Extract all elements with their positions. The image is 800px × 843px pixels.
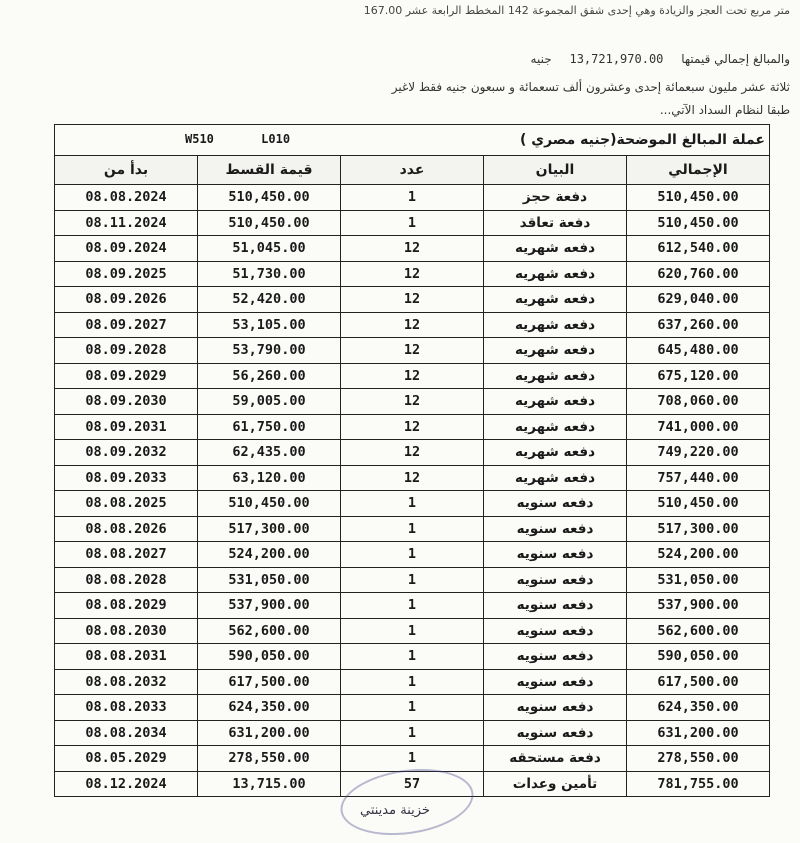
cell-count: 1	[341, 669, 484, 695]
cell-start: 08.08.2033	[55, 695, 198, 721]
stamp-text: خزينة مدينتي	[360, 803, 430, 818]
cell-start: 08.09.2032	[55, 440, 198, 466]
cell-description: دفعه شهريه	[484, 338, 627, 364]
cell-count: 1	[341, 491, 484, 517]
table-row	[55, 261, 770, 287]
cell-total: 637,260.00	[627, 312, 770, 338]
cell-amount: 61,750.00	[198, 414, 341, 440]
cell-description: دفعة مستحقه	[484, 746, 627, 772]
cell-start: 08.08.2032	[55, 669, 198, 695]
cell-start: 08.08.2031	[55, 644, 198, 670]
cell-count: 12	[341, 287, 484, 313]
cell-description: دفعه سنويه	[484, 618, 627, 644]
table-row	[55, 465, 770, 491]
cell-description: دفعه شهريه	[484, 312, 627, 338]
cell-amount: 51,730.00	[198, 261, 341, 287]
table-row	[55, 491, 770, 517]
cell-description: دفعه شهريه	[484, 363, 627, 389]
table-row	[55, 185, 770, 211]
cell-start: 08.08.2024	[55, 185, 198, 211]
table-row	[55, 389, 770, 415]
cell-total: 612,540.00	[627, 236, 770, 262]
cell-amount: 56,260.00	[198, 363, 341, 389]
currency-text: عملة المبالغ الموضحة(جنيه مصري )	[519, 132, 765, 148]
cell-count: 57	[341, 771, 484, 797]
cell-count: 12	[341, 312, 484, 338]
header-amount-words: ثلاثة عشر مليون سبعمائة إحدى وعشرون ألف تسعمائة و سبعون جنيه فقط لاغير	[391, 80, 790, 94]
col-count-header: عدد	[341, 156, 484, 185]
cell-amount: 51,045.00	[198, 236, 341, 262]
cell-start: 08.09.2031	[55, 414, 198, 440]
cell-amount: 617,500.00	[198, 669, 341, 695]
cell-total: 524,200.00	[627, 542, 770, 568]
col-total-header: الإجمالي	[627, 156, 770, 185]
cell-total: 517,300.00	[627, 516, 770, 542]
table-row	[55, 618, 770, 644]
cell-description: دفعه شهريه	[484, 465, 627, 491]
cell-count: 1	[341, 185, 484, 211]
cell-description: دفعه سنويه	[484, 669, 627, 695]
table-row	[55, 236, 770, 262]
cell-description: دفعه سنويه	[484, 491, 627, 517]
cell-description: دفعه سنويه	[484, 720, 627, 746]
header-total-line	[531, 52, 790, 66]
cell-amount: 590,050.00	[198, 644, 341, 670]
cell-start: 08.08.2034	[55, 720, 198, 746]
cell-total: 590,050.00	[627, 644, 770, 670]
cell-amount: 517,300.00	[198, 516, 341, 542]
table-row	[55, 746, 770, 772]
cell-start: 08.11.2024	[55, 210, 198, 236]
currency-code-2: L010	[261, 132, 291, 146]
cell-count: 1	[341, 567, 484, 593]
cell-amount: 13,715.00	[198, 771, 341, 797]
table-header-row	[55, 156, 770, 185]
currency-row	[55, 125, 770, 156]
cell-description: دفعه شهريه	[484, 440, 627, 466]
table-row	[55, 363, 770, 389]
table-row	[55, 516, 770, 542]
cell-count: 1	[341, 516, 484, 542]
cell-amount: 510,450.00	[198, 210, 341, 236]
col-amount-header: قيمة القسط	[198, 156, 341, 185]
table-body	[55, 185, 770, 797]
table-row	[55, 312, 770, 338]
header-property-text: متر مربع تحت العجز والزيادة وهي إحدى شقق المجموعة 142 المخطط الرابعة عشر	[405, 4, 790, 17]
cell-total: 562,600.00	[627, 618, 770, 644]
cell-total: 278,550.00	[627, 746, 770, 772]
cell-description: دفعه سنويه	[484, 695, 627, 721]
cell-start: 08.08.2030	[55, 618, 198, 644]
cell-count: 12	[341, 236, 484, 262]
cell-amount: 537,900.00	[198, 593, 341, 619]
cell-description: دفعة تعاقد	[484, 210, 627, 236]
header-total-currency: جنيه	[530, 52, 552, 66]
cell-amount: 562,600.00	[198, 618, 341, 644]
currency-cell	[55, 125, 770, 156]
cell-total: 537,900.00	[627, 593, 770, 619]
cell-total: 645,480.00	[627, 338, 770, 364]
table-row	[55, 669, 770, 695]
header-property-line	[90, 4, 790, 17]
cell-total: 510,450.00	[627, 210, 770, 236]
cell-count: 12	[341, 414, 484, 440]
cell-description: دفعه سنويه	[484, 593, 627, 619]
cell-amount: 631,200.00	[198, 720, 341, 746]
cell-amount: 624,350.00	[198, 695, 341, 721]
cell-total: 624,350.00	[627, 695, 770, 721]
table-row	[55, 338, 770, 364]
cell-description: دفعه شهريه	[484, 261, 627, 287]
table-row	[55, 720, 770, 746]
table-row	[55, 440, 770, 466]
cell-amount: 278,550.00	[198, 746, 341, 772]
table-row	[55, 695, 770, 721]
cell-description: دفعه سنويه	[484, 516, 627, 542]
cell-start: 08.12.2024	[55, 771, 198, 797]
cell-count: 12	[341, 261, 484, 287]
cell-total: 620,760.00	[627, 261, 770, 287]
cell-start: 08.09.2030	[55, 389, 198, 415]
cell-amount: 524,200.00	[198, 542, 341, 568]
cell-count: 1	[341, 720, 484, 746]
header-area-amount: 167.00	[363, 4, 403, 17]
cell-description: دفعة حجز	[484, 185, 627, 211]
col-description-header: البيان	[484, 156, 627, 185]
cell-amount: 52,420.00	[198, 287, 341, 313]
cell-description: دفعه سنويه	[484, 567, 627, 593]
header-total-amount: 13,721,970.00	[569, 52, 664, 66]
cell-start: 08.09.2026	[55, 287, 198, 313]
cell-count: 12	[341, 440, 484, 466]
cell-count: 12	[341, 389, 484, 415]
currency-codes	[185, 132, 330, 146]
cell-amount: 59,005.00	[198, 389, 341, 415]
cell-count: 1	[341, 542, 484, 568]
cell-count: 1	[341, 618, 484, 644]
currency-code-1: W510	[185, 132, 214, 146]
cell-description: دفعه شهريه	[484, 389, 627, 415]
cell-description: دفعه شهريه	[484, 414, 627, 440]
cell-count: 1	[341, 210, 484, 236]
table-row	[55, 210, 770, 236]
table-row	[55, 567, 770, 593]
cell-count: 1	[341, 695, 484, 721]
table-row	[55, 644, 770, 670]
cell-start: 08.08.2028	[55, 567, 198, 593]
cell-start: 08.08.2025	[55, 491, 198, 517]
cell-count: 1	[341, 644, 484, 670]
cell-count: 1	[341, 593, 484, 619]
cell-total: 708,060.00	[627, 389, 770, 415]
cell-start: 08.09.2024	[55, 236, 198, 262]
cell-total: 531,050.00	[627, 567, 770, 593]
table-row	[55, 593, 770, 619]
table-row	[55, 287, 770, 313]
cell-amount: 510,450.00	[198, 185, 341, 211]
col-start-header: بدأ من	[55, 156, 198, 185]
cell-total: 781,755.00	[627, 771, 770, 797]
header-total-label: والمبالغ إجمالي قيمتها	[681, 52, 790, 66]
cell-total: 617,500.00	[627, 669, 770, 695]
cell-start: 08.09.2028	[55, 338, 198, 364]
cell-start: 08.08.2026	[55, 516, 198, 542]
header-payment-terms: طبقا لنظام السداد الآتي...	[659, 103, 790, 117]
cell-amount: 53,105.00	[198, 312, 341, 338]
cell-start: 08.09.2025	[55, 261, 198, 287]
cell-start: 08.05.2029	[55, 746, 198, 772]
cell-total: 510,450.00	[627, 491, 770, 517]
cell-start: 08.08.2029	[55, 593, 198, 619]
cell-total: 629,040.00	[627, 287, 770, 313]
table-row	[55, 542, 770, 568]
cell-total: 675,120.00	[627, 363, 770, 389]
cell-total: 741,000.00	[627, 414, 770, 440]
cell-count: 1	[341, 746, 484, 772]
cell-total: 749,220.00	[627, 440, 770, 466]
cell-amount: 510,450.00	[198, 491, 341, 517]
cell-amount: 62,435.00	[198, 440, 341, 466]
cell-start: 08.09.2027	[55, 312, 198, 338]
cell-count: 12	[341, 363, 484, 389]
cell-description: دفعه شهريه	[484, 287, 627, 313]
cell-total: 510,450.00	[627, 185, 770, 211]
cell-amount: 531,050.00	[198, 567, 341, 593]
cell-start: 08.09.2033	[55, 465, 198, 491]
cell-count: 12	[341, 465, 484, 491]
cell-count: 12	[341, 338, 484, 364]
cell-amount: 63,120.00	[198, 465, 341, 491]
table-row	[55, 414, 770, 440]
payment-schedule-table	[54, 124, 770, 797]
cell-description: دفعه شهريه	[484, 236, 627, 262]
cell-total: 631,200.00	[627, 720, 770, 746]
cell-start: 08.09.2029	[55, 363, 198, 389]
cell-amount: 53,790.00	[198, 338, 341, 364]
cell-total: 757,440.00	[627, 465, 770, 491]
cell-description: دفعه سنويه	[484, 542, 627, 568]
cell-description: دفعه سنويه	[484, 644, 627, 670]
cell-start: 08.08.2027	[55, 542, 198, 568]
cell-description: تأمين وعدات	[484, 771, 627, 797]
